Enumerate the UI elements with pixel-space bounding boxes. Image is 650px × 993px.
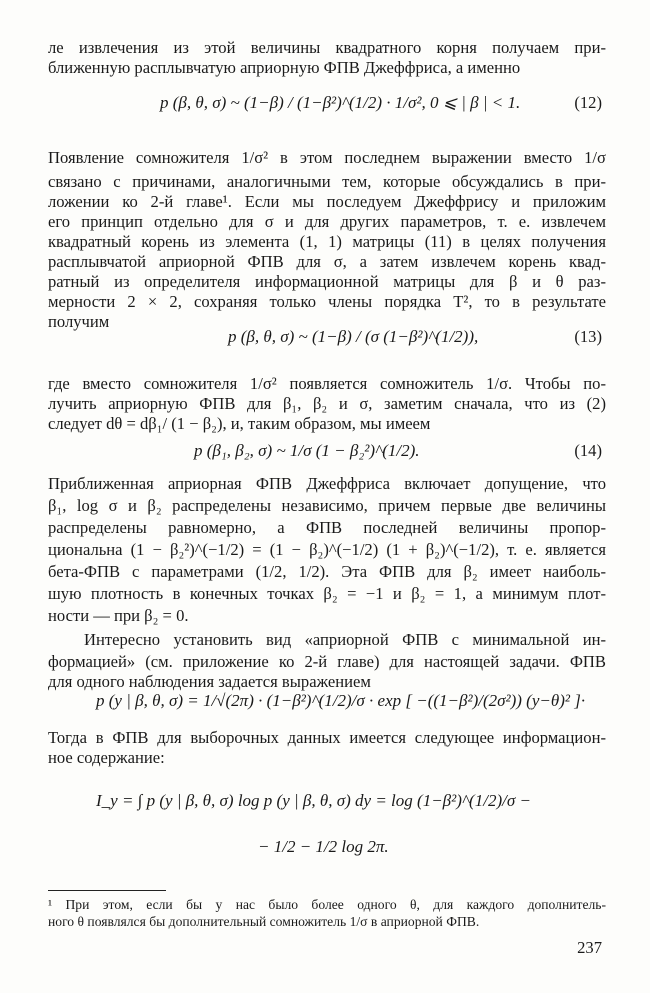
equation-12: p (β, θ, σ) ~ (1−β) / (1−β²)^(1/2) · 1/σ², 0 ⩽ | β | < 1. (160, 93, 521, 112)
text-line: распределены равномерно, а ФПВ последней величины пропор- (48, 518, 606, 537)
text-line: связано с причинами, аналогичными тем, которые обсуждались в при- (48, 172, 606, 191)
text-line: шую плотность в конечных точках β₂ = −1 и β₂ = 1, а минимум плот- (48, 584, 606, 603)
text-line: мерности 2 × 2, сохраняя только члены порядка T², то в результате (48, 292, 606, 311)
text-line: циональна (1 − β₂²)^(−1/2) = (1 − β₂)^(−1/2) (1 + β₂)^(−1/2), т. е. является (48, 540, 606, 559)
text-line: бета-ФПВ с параметрами (1/2, 1/2). Эта ФПВ для β₂ имеет наиболь- (48, 562, 606, 581)
footnote-line: ного θ появлялся бы дополнительный сомножитель 1/σ в априорной ФПВ. (48, 914, 480, 929)
text-line: формацией» (см. приложение ко 2-й главе) для настоящей задачи. ФПВ (48, 652, 606, 671)
equation-pdf-single-observation: p (y | β, θ, σ) = 1/√(2π) · (1−β²)^(1/2)/σ · exp [ −((1−β²)/(2σ²)) (y−θ)² ]· (96, 691, 586, 710)
equation-14: p (β₁, β₂, σ) ~ 1/σ (1 − β₂²)^(1/2). (194, 441, 420, 460)
footnote-rule (48, 890, 166, 891)
text-line: β₁, log σ и β₂ распределены независимо, причем первые две величины (48, 496, 606, 515)
text-line: Появление сомножителя 1/σ² в этом последнем выражении вместо 1/σ (48, 148, 606, 167)
text-line: ное содержание: (48, 748, 165, 767)
equation-number: (13) (574, 327, 602, 346)
page-number: 237 (577, 938, 602, 957)
equation-information-content: I_y = ∫ p (y | β, θ, σ) log p (y | β, θ, σ) dy = log (1−β²)^(1/2)/σ − (96, 791, 531, 810)
text-line: квадратный корень из элемента (1, 1) матрицы (11) в целях получения (48, 232, 606, 251)
equation-number: (14) (574, 441, 602, 460)
text-line: ближенную расплывчатую априорную ФПВ Джеффриса, а именно (48, 58, 521, 77)
text-line: Приближенная априорная ФПВ Джеффриса включает допущение, что (48, 474, 606, 493)
footnote-line: ¹ При этом, если бы у нас было более одного θ, для каждого дополнитель- (48, 897, 606, 912)
text-line: ности — при β₂ = 0. (48, 606, 189, 625)
text-line: лучить априорную ФПВ для β₁, β₂ и σ, заметим сначала, что из (2) (48, 394, 606, 413)
text-line: его принцип отдельно для σ и для других параметров, т. е. извлечем (48, 212, 606, 231)
text-line: где вместо сомножителя 1/σ² появляется сомножитель 1/σ. Чтобы по- (48, 374, 606, 393)
equation-13: p (β, θ, σ) ~ (1−β) / (σ (1−β²)^(1/2)), (228, 327, 479, 346)
text-line: ложении ко 2-й главе¹. Если мы последуем Джеффрису и приложим (48, 192, 606, 211)
text-line: получим (48, 312, 110, 331)
text-line: для одного наблюдения задается выражением (48, 672, 371, 691)
equation-information-content-continuation: − 1/2 − 1/2 log 2π. (258, 837, 389, 856)
text-line: расплывчатой априорной ФПВ для σ, а затем извлечем корень квад- (48, 252, 606, 271)
text-line: следует dθ = dβ₁/ (1 − β₂), и, таким образом, мы имеем (48, 414, 431, 433)
text-line: Тогда в ФПВ для выборочных данных имеется следующее информацион- (48, 728, 606, 747)
text-line: ратный из определителя информационной матрицы для β и θ раз- (48, 272, 606, 291)
text-line: ле извлечения из этой величины квадратного корня получаем при- (48, 38, 606, 57)
text-line: Интересно установить вид «априорной ФПВ с минимальной ин- (84, 630, 606, 649)
equation-number: (12) (574, 93, 602, 112)
